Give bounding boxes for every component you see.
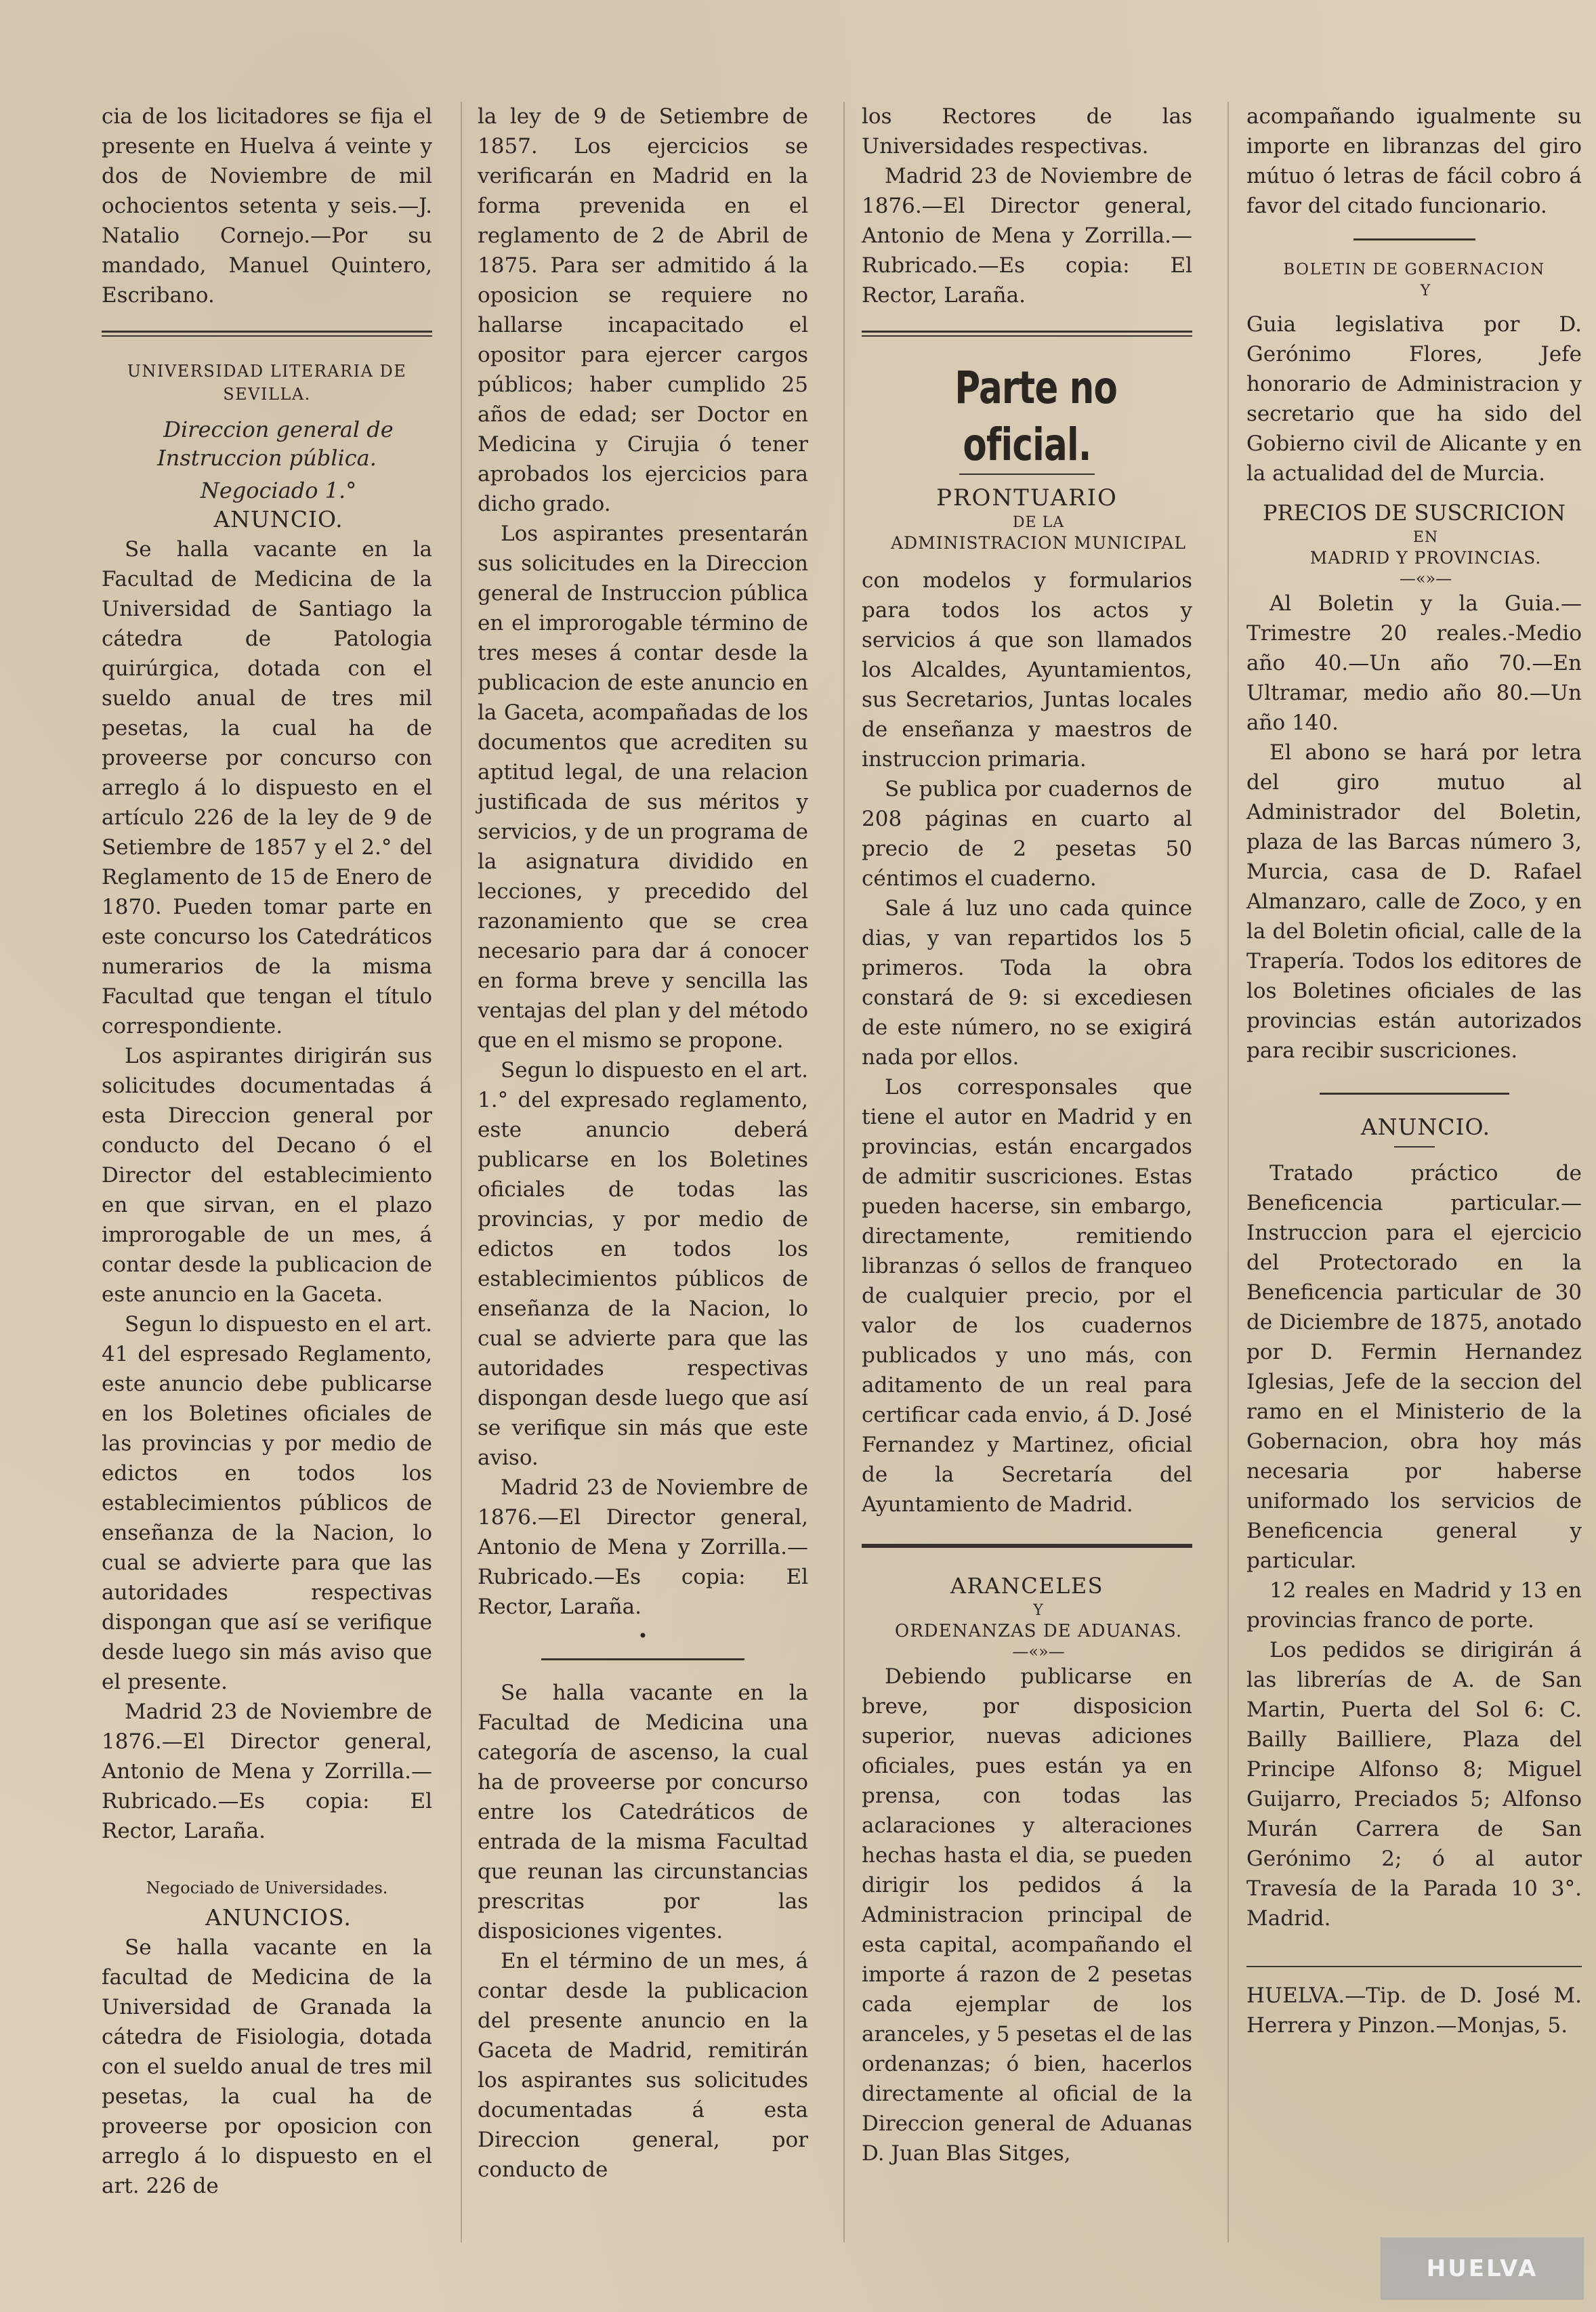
prices-subtitle: MADRID Y PROVINCIAS. [1309,548,1542,568]
body-paragraph: Se halla vacante en la facultad de Medicina de la Universidad de Granada la cátedra de Fisiologia, dotada con el sueldo anual de tres mil pesetas, la cual ha de proveerse por oposicion con arreglo á lo dispuesto en el art. 226 de [102,1935,432,2198]
body-paragraph: Se halla vacante en la Facultad de Medicina de la Universidad de Santiago la cátedra de Patologia quirúrgica, dotada con el sueldo anual de tres mil pesetas, la cual ha de proveerse por concurso con arreglo á lo dispuesto en el artículo 226 de la ley de 9 de Setiembre de 1857 y el 2.° del Reglamento de 15 de Enero de 1870. Pueden tomar parte en este concurso los Catedráticos numerarios de la misma Facultad que tengan el título correspondiente. [102,537,432,1038]
ornament: —«»— [1012,1642,1065,1661]
announcement-heading: ANUNCIO. [213,506,343,532]
body-paragraph: Al Boletin y la Guia.—Trimestre 20 reales.-Medio año 40.—Un año 70.—En Ultramar, medio año 80.—Un año 140. [1246,591,1582,735]
negociado-subheading: Negociado de Universidades. [146,1878,388,1897]
announcements-heading: ANUNCIOS. [205,1904,352,1931]
separator-dot: • [637,1626,648,1645]
section-rule [1353,238,1475,240]
announcement-heading: ANUNCIO. [1360,1114,1491,1140]
aranceles-y: Y [1033,1602,1044,1619]
column-3 [862,102,1192,2168]
intro-paragraph: cia de los licitadores se fija el presente en Huelva á veinte y dos de Noviembre de mil ochocientos setenta y seis.—J. Natalio Cornejo.—Por su mandado, Manuel Quintero, Escribano. [102,104,432,308]
body-paragraph: Guia legislativa por D. Gerónimo Flores, Jefe honorario de Administracion y secretario que ha sido del Gobierno civil de Alicante y en la actualidad del de Murcia. [1246,312,1582,486]
prontuario-de: DE LA [1012,514,1065,531]
section-rule [541,1658,744,1660]
body-paragraph: Sale á luz uno cada quince dias, y van repartidos los 5 primeros. Toda la obra constará de 9: si excediesen de este número, no se exigirá nada por ellos. [862,896,1192,1070]
section-rule [1320,1093,1509,1095]
section-rule [959,474,1095,475]
section-rule [102,331,432,337]
body-paragraph: Se halla vacante en la Facultad de Medicina una categoría de ascenso, la cual ha de proveerse por concurso entre los Catedráticos de entrada de la misma Facultad que reunan las circunstancias prescritas por las disposiciones vigentes. [478,1681,808,1943]
body-paragraph: Los aspirantes dirigirán sus solicitudes documentadas á esta Direccion general por conducto del Decano ó el Director del establecimiento en que sirvan, en el plazo improrogable de un mes, á contar desde la publicacion de este anuncio en la Gaceta. [102,1044,432,1307]
column-1 [102,102,432,2201]
prices-en: EN [1412,529,1439,546]
body-paragraph: Los corresponsales que tiene el autor en Madrid y en provincias, están encargados de admitir suscriciones. Estas pueden hacerse, sin embargo, directamente, remitiendo libranzas ó sellos de franqueo de cualquier precio, por el valor de los cuadernos publicados y uno más, con aditamento de un real para certificar cada envio, á D. José Fernandez y Martinez, oficial de la Secretaría del Ayuntamiento de Madrid. [862,1075,1192,1517]
direction-heading: Direccion general de Instruccion pública. [157,417,394,471]
body-paragraph: acompañando igualmente su importe en libranzas del giro mútuo ó letras de fácil cobro á favor del citado funcionario. [1246,104,1582,218]
negociado-heading: Negociado 1.° [200,478,357,503]
body-paragraph: los Rectores de las Universidades respectivas. [862,104,1192,159]
footer-rule [1246,1966,1582,1967]
body-paragraph: Se publica por cuadernos de 208 páginas en cuarto al precio de 2 pesetas 50 céntimos el cuaderno. [862,777,1192,891]
body-paragraph: 12 reales en Madrid y 13 en provincias franco de porte. [1246,1578,1582,1633]
aranceles-subtitle: ORDENANZAS DE ADUANAS. [894,1621,1183,1641]
body-paragraph: Los pedidos se dirigirán á las librerías de A. de San Martin, Puerta del Sol 6: C. Bailly Bailliere, Plaza del Principe Alfonso 8; Miguel Guijarro, Preciados 5; Alfonso Murán Carrera de San Gerónimo 2; ó al autor Travesía de la Parada 10 3°. Madrid. [1246,1638,1582,1931]
prontuario-title: PRONTUARIO [936,484,1118,511]
printer-footer: HUELVA.—Tip. de D. José M. Herrera y Pinzon.—Monjas, 5. [1246,1983,1582,2038]
body-paragraph: Tratado práctico de Beneficencia particular.—Instruccion para el ejercicio del Protectorado en la Beneficencia particular de 30 de Diciembre de 1875, anotado por D. Fermin Hernandez Iglesias, Jefe de la seccion del ramo en el Ministerio de la Gobernacion, obra hoy más necesaria por haberse uniformado los servicios de Beneficencia general y particular. [1246,1161,1582,1573]
section-masthead: Parte no oficial. [954,362,1118,471]
body-paragraph: Los aspirantes presentarán sus solicitudes en la Direccion general de Instruccion pública en el improrogable término de tres meses á contar desde la publicacion de este anuncio en la Gaceta, acompañadas de los documentos que acrediten su aptitud legal, de una relacion justificada de sus méritos y servicios, y de un programa de la asignatura dividido en lecciones, y precedido del razonamiento que se crea necesario para dar á conocer en forma breve y sencilla las ventajas del plan y del método que en el mismo se propone. [478,522,808,1053]
section-rule [862,1544,1192,1548]
aranceles-title: ARANCELES [950,1573,1104,1599]
library-watermark: HUELVA [1381,2237,1584,2300]
short-dash [1394,1146,1435,1148]
signature-paragraph: Madrid 23 de Noviembre de 1876.—El Director general, Antonio de Mena y Zorrilla.—Rubricado.—Es copia: El Rector, Laraña. [102,1700,432,1843]
boletin-y: Y [1420,282,1431,299]
column-4 [1246,102,1582,2040]
ornament: —«»— [1399,569,1452,588]
body-paragraph: Debiendo publicarse en breve, por disposicion superior, nuevas adiciones oficiales, pues están ya en prensa, con todas las aclaraciones y alteraciones hechas hasta el dia, se pueden dirigir los pedidos á la Administracion principal de esta capital, acompañando el importe á razon de 2 pesetas cada ejemplar de los aranceles, y 5 pesetas el de las ordenanzas; ó bien, hacerlos directamente al oficial de la Direccion general de Aduanas D. Juan Blas Sitges, [862,1664,1192,2166]
body-paragraph: El abono se hará por letra del giro mutuo al Administrador del Boletin, plaza de las Barcas número 3, Murcia, casa de D. Rafael Almanzaro, calle de Zoco, y en la del Boletin oficial, calle de la Trapería. Todos los editores de los Boletines oficiales de las provincias están autorizados para recibir suscriciones. [1246,740,1582,1063]
section-rule [862,331,1192,337]
prices-title: PRECIOS DE SUSCRICION [1262,500,1566,526]
signature-paragraph: Madrid 23 de Noviembre de 1876.—El Director general, Antonio de Mena y Zorrilla.—Rubricado.—Es copia: El Rector, Laraña. [478,1475,808,1619]
column-divider [461,102,462,2242]
body-paragraph: En el término de un mes, á contar desde la publicacion del presente anuncio en la Gaceta de Madrid, remitirán los aspirantes sus solicitudes documentadas á esta Direccion general, por conducto de [478,1949,808,2182]
column-2 [478,102,808,2185]
body-paragraph: con modelos y formularios para todos los actos y servicios á que son llamados los Alcaldes, Ayuntamientos, sus Secretarios, Juntas locales de enseñanza y maestros de instruccion primaria. [862,568,1192,772]
signature-paragraph: Madrid 23 de Noviembre de 1876.—El Director general, Antonio de Mena y Zorrilla.—Rubricado.—Es copia: El Rector, Laraña. [862,164,1192,308]
body-paragraph: la ley de 9 de Setiembre de 1857. Los ejercicios se verificarán en Madrid en la forma prevenida en el reglamento de 2 de Abril de 1875. Para ser admitido á la oposicion se requiere no hallarse incapacitado el opositor para ejercer cargos públicos; haber cumplido 25 años de edad; ser Doctor en Medicina y Cirujia ó tener aprobados los ejercicios para dicho grado. [478,104,808,516]
column-divider [1227,102,1229,2242]
body-paragraph: Segun lo dispuesto en el art. 1.° del expresado reglamento, este anuncio deberá publicarse en los Boletines oficiales de todas las provincias, y por medio de edictos en todos los establecimientos públicos de enseñanza de la Nacion, lo cual se advierte para que las autoridades respectivas dispongan desde luego que así se verifique sin más que este aviso. [478,1058,808,1470]
body-paragraph: Segun lo dispuesto en el art. 41 del espresado Reglamento, este anuncio debe publicarse en los Boletines oficiales de las provincias y por medio de edictos en todos los establecimientos públicos de enseñanza de la Nacion, lo cual se advierte para que las autoridades respectivas dispongan que así se verifique desde luego sin más aviso que el presente. [102,1312,432,1694]
column-divider [843,102,845,2242]
boletin-title: BOLETIN DE GOBERNACION [1283,261,1545,278]
institution-title: UNIVERSIDAD LITERARIA DE SEVILLA. [127,362,407,404]
prontuario-subtitle: ADMINISTRACION MUNICIPAL [891,533,1186,553]
